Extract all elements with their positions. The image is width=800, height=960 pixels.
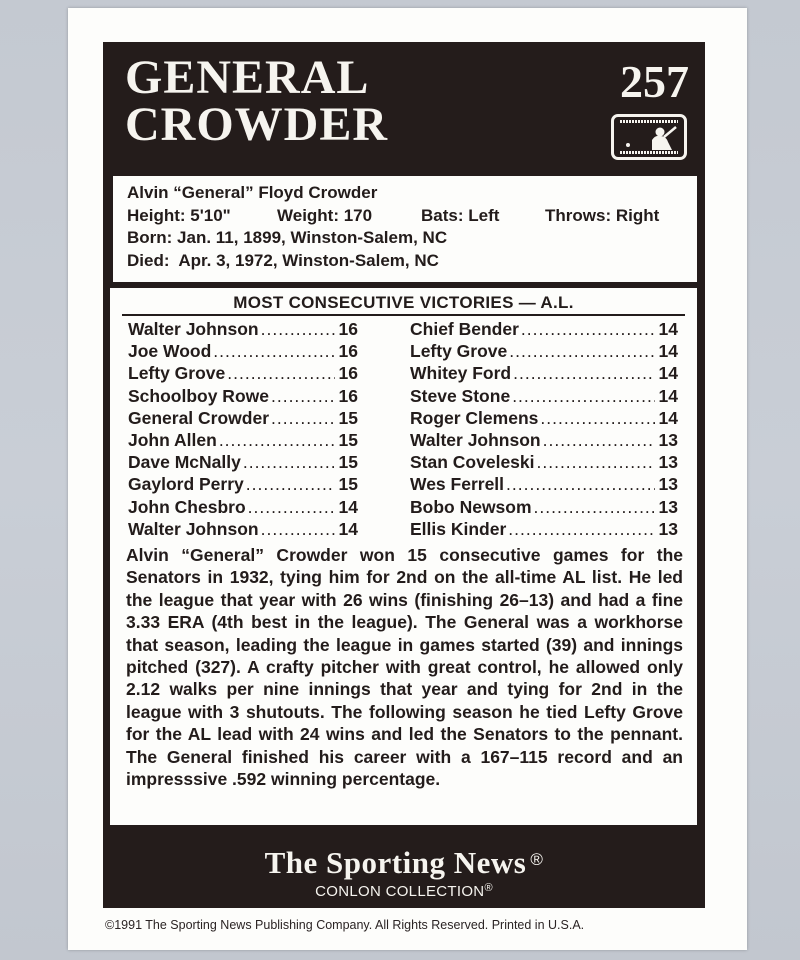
conlon-collection-label: CONLON COLLECTION® [315,882,493,900]
bio-box [113,176,697,282]
list-item: Whitey Ford ..... 14 [410,362,678,384]
card-number: 257 [620,56,689,107]
list-item: Steve Stone ..... 14 [410,385,678,407]
story-paragraph: Alvin “General” Crowder won 15 consecutive games for the Senators in 1932, tying him for 2nd on the all-time AL list. He led the league that year with 26 wins (finishing 26–13) and had a fine 3.33 ERA (4th best in the league). The General was a workhorse that season, leading the league in games started (39) and innings pitched (327). A crafty pitcher with great control, he allowed only 2.12 walks per nine innings that year and tying for 2nd in the league with 3 shutouts. The following season he tied Lefty Grove for the AL lead with 24 wins and led the Senators to the pennant. The General finished his career with a 167–115 record and an impresssive .592 winning percentage. [126,545,683,790]
registered-mark-icon: ® [530,850,544,869]
list-item: Lefty Grove ..... 16 [128,362,358,384]
bio-bats: Bats: Left [421,205,500,225]
trading-card-back [68,8,747,950]
list-item: Stan Coveleski ..... 13 [410,451,678,473]
bio-throws: Throws: Right [545,205,660,225]
list-item: Dave McNally ..... 15 [128,451,358,473]
brand-footer [103,844,705,901]
list-item: Walter Johnson ..... 13 [410,429,678,451]
bio-height: Height: 5'10" [127,205,231,225]
list-column-right [410,318,678,540]
player-name-title [125,51,389,151]
list-item: Walter Johnson ..... 16 [128,318,358,340]
dark-panel [103,42,705,908]
bio-weight: Weight: 170 [277,205,373,225]
list-item: John Chesbro ..... 14 [128,496,358,518]
bio-measurements [127,205,683,228]
list-item: Walter Johnson ..... 14 [128,518,358,540]
list-item: Lefty Grove ..... 14 [410,340,678,362]
list-item: John Allen ..... 15 [128,429,358,451]
list-title: MOST CONSECUTIVE VICTORIES — A.L. [122,293,685,316]
stats-box [110,288,697,825]
list-item: Gaylord Perry ..... 15 [128,473,358,495]
registered-mark-icon: ® [484,882,493,894]
bio-died: Died: Apr. 3, 1972, Winston-Salem, NC [127,250,439,270]
list-item: Joe Wood ..... 16 [128,340,358,362]
list-item: Wes Ferrell ..... 13 [410,473,678,495]
list-item: Roger Clemens ..... 14 [410,407,678,429]
mlb-logo-icon [611,114,687,160]
bio-full-name: Alvin “General” Floyd Crowder [127,183,378,202]
name-line-2: CROWDER [125,98,389,151]
list-item: Chief Bender ..... 14 [410,318,678,340]
sporting-news-logo: The Sporting News ® [264,845,544,880]
list-item: Schoolboy Rowe ..... 16 [128,385,358,407]
name-line-1: GENERAL [125,51,370,104]
list-item-highlighted: General Crowder ..... 15 [128,407,358,429]
bio-born: Born: Jan. 11, 1899, Winston-Salem, NC [127,228,448,247]
copyright-notice: ©1991 The Sporting News Publishing Company. All Rights Reserved. Printed in U.S.A. [105,918,585,932]
list-column-left [128,318,358,540]
list-item: Bobo Newsom ..... 13 [410,496,678,518]
list-item: Ellis Kinder ..... 13 [410,518,678,540]
